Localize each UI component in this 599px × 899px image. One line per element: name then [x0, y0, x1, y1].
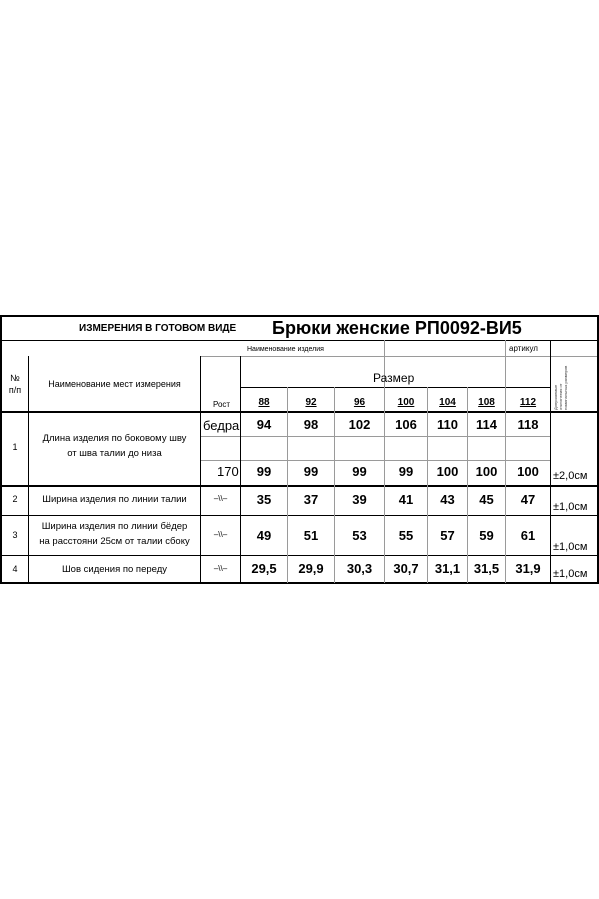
row4-value-88: 29,5: [251, 561, 277, 576]
row3-value-100: 55: [398, 528, 414, 543]
row2-value-96: 39: [352, 492, 367, 507]
hip-label: бедра: [203, 418, 240, 433]
row3-value-112: 61: [520, 528, 536, 543]
row1-bottom: [0, 485, 599, 487]
table-top-border: [0, 315, 599, 317]
product-name-label: Наименование изделия: [247, 346, 324, 353]
size-96: 96: [353, 397, 366, 408]
row2-name: Ширина изделия по линии талии: [42, 494, 187, 505]
row1-hip-100: 106: [395, 417, 417, 432]
row2-value-88: 35: [256, 492, 272, 507]
row3-value-92: 51: [303, 528, 319, 543]
size-col-divider-5: [467, 387, 468, 583]
row1-hip-92: 98: [303, 417, 319, 432]
row1-value-100: 99: [398, 464, 414, 479]
row2-mark: –\\–: [213, 494, 228, 503]
row4-value-112: 31,9: [515, 561, 541, 576]
name-col-divider: [200, 356, 201, 583]
row1-name-line2: от шва талии до низа: [67, 448, 162, 459]
row1-num: 1: [12, 442, 18, 452]
row3-bottom: [0, 555, 599, 556]
num-col-divider: [28, 356, 29, 583]
row3-value-96: 53: [352, 528, 367, 543]
row1-value-92: 99: [303, 464, 319, 479]
row1-name-line1: Длина изделия по боковому шву: [42, 433, 187, 444]
row1-hip-88: 94: [256, 417, 272, 432]
row1-hip-96: 102: [348, 417, 371, 432]
place-label: Наименование мест измерения: [48, 379, 181, 389]
row4-value-92: 29,9: [298, 561, 324, 576]
row4-mark: –\\–: [213, 564, 228, 573]
row1-value-108: 100: [475, 464, 498, 479]
num-label-2: п/п: [8, 385, 22, 395]
row2-num: 2: [12, 494, 18, 504]
size-col-divider-2: [334, 387, 335, 583]
row2-tolerance: ±1,0см: [553, 501, 588, 513]
row2-bottom: [0, 515, 599, 516]
size-92: 92: [305, 397, 317, 408]
row1-height-value: 170: [217, 464, 239, 479]
row1-tolerance: ±2,0см: [553, 470, 588, 482]
row3-value-88: 49: [256, 528, 272, 543]
row4-value-100: 30,7: [393, 561, 419, 576]
tolerance-note: Допускаемые отклонения от номинальных размеров: [553, 365, 568, 410]
row1-value-104: 100: [436, 464, 459, 479]
row4-tolerance: ±1,0см: [553, 568, 588, 580]
row3-mark: –\\–: [213, 530, 228, 539]
table-bottom-border: [0, 582, 599, 584]
column-header-bottom: [0, 411, 599, 413]
row2-value-104: 43: [440, 492, 455, 507]
height-label: Рост: [213, 400, 231, 409]
row1-value-96: 99: [352, 464, 367, 479]
row4-value-104: 31,1: [434, 561, 461, 576]
article-label: артикул: [509, 344, 538, 353]
empty-row-bottom: [200, 460, 550, 461]
size-col-divider-1: [287, 387, 288, 583]
tolerance-col-divider: [550, 340, 551, 583]
row3-value-104: 57: [440, 528, 455, 543]
size-112: 112: [519, 397, 537, 408]
row1-value-112: 100: [517, 464, 539, 479]
size-label: Размер: [373, 371, 415, 385]
size-88: 88: [258, 397, 270, 408]
row3-name-line1: Ширина изделия по линии бёдер: [41, 521, 188, 532]
size-col-divider-4: [427, 387, 428, 583]
row2-value-108: 45: [479, 492, 494, 507]
row4-name: Шов сидения по переду: [61, 564, 168, 575]
row1-hip-108: 114: [476, 417, 497, 432]
product-title: Брюки женские РП0092-ВИ5: [272, 318, 522, 338]
row2-value-92: 37: [303, 492, 319, 507]
row4-value-96: 30,3: [346, 561, 373, 576]
num-label: №: [10, 373, 20, 383]
row1-value-88: 99: [256, 464, 272, 479]
row4-num: 4: [12, 564, 18, 574]
row2-value-112: 47: [520, 492, 536, 507]
size-108: 108: [478, 397, 495, 408]
measurements-title: ИЗМЕРЕНИЯ В ГОТОВОМ ВИДЕ: [79, 323, 237, 334]
row4-value-108: 31,5: [473, 561, 500, 576]
size-100: 100: [397, 397, 415, 408]
row3-num: 3: [12, 530, 18, 540]
size-col-divider-6: [505, 340, 506, 583]
size-104: 104: [439, 397, 456, 408]
header-rule: [0, 340, 599, 341]
name-rule: [200, 356, 599, 357]
row1-hip-112: 118: [517, 417, 539, 432]
row1-hip-104: 110: [437, 417, 458, 432]
row3-value-108: 59: [479, 528, 494, 543]
hip-row-bottom: [200, 436, 550, 437]
row3-name-line2: на расстояни 25см от талии сбоку: [39, 536, 190, 547]
row3-tolerance: ±1,0см: [553, 541, 588, 553]
row2-value-100: 41: [398, 492, 414, 507]
